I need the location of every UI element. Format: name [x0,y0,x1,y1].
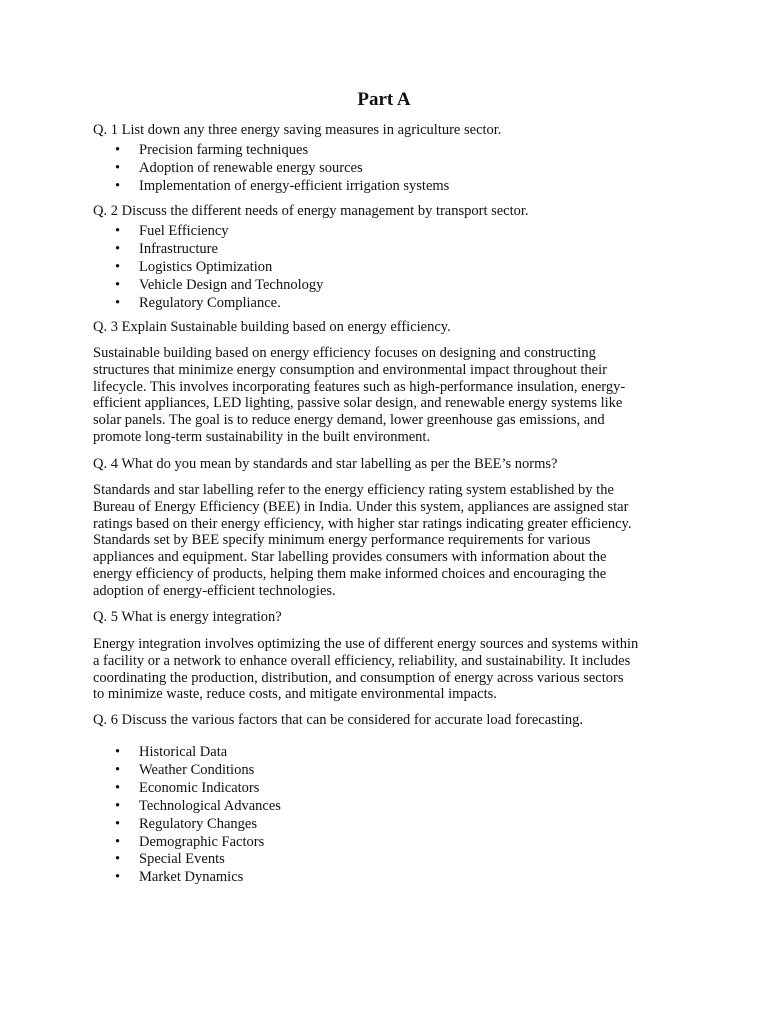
text-line: Bureau of Energy Efficiency (BEE) in India. Under this system, appliances are assigned star [93,498,629,515]
list-item: • Regulatory Changes [93,816,683,834]
list-item: • Special Events [93,851,683,869]
text-line: Standards and star labelling refer to the energy efficiency rating system established by the [93,482,614,498]
question-6-text: Q. 6 Discuss the various factors that can be considered for accurate load forecasting. [93,712,583,728]
question-block-2 [93,203,683,313]
question-block-4 [93,456,683,473]
text-line: promote long-term sustainability in the built environment. [93,428,431,445]
text-line: solar panels. The goal is to reduce energy demand, lower greenhouse gas emissions, and [93,412,605,429]
question-6-list-block [93,744,683,887]
text-line: structures that minimize energy consumption and environmental impact throughout their [93,361,607,378]
text-line: Standards set by BEE specify minimum energy performance requirements for various [93,532,591,549]
list-item: • Technological Advances [93,798,683,816]
answer-4-paragraph [93,482,683,600]
text-line: Energy integration involves optimizing the use of different energy sources and systems within [93,636,639,652]
text-line: energy efficiency of products, helping them make informed choices and encouraging the [93,565,607,582]
list-item: • Regulatory Compliance. [93,295,683,313]
question-2-list [93,223,683,313]
list-item: • Infrastructure [93,241,683,259]
text-line: appliances and equipment. Star labelling provides consumers with information about the [93,549,607,566]
question-6-list [93,744,683,887]
answer-3-text [93,345,678,446]
list-item: • Precision farming techniques [93,142,683,160]
text-line: to minimize waste, reduce costs, and mitigate environmental impacts. [93,686,497,703]
list-item: • Historical Data [93,744,683,762]
list-item: • Economic Indicators [93,780,683,798]
list-item: • Market Dynamics [93,869,683,887]
text-line: lifecycle. This involves incorporating features such as high-performance insulation, energy- [93,378,626,395]
question-block-6 [93,712,683,729]
list-item: • Vehicle Design and Technology [93,277,683,295]
text-line: ratings based on their energy efficiency, with higher star ratings indicating greater efficiency. [93,515,632,532]
answer-3-paragraph [93,345,683,446]
list-item: • Logistics Optimization [93,259,683,277]
question-1-text: Q. 1 List down any three energy saving measures in agriculture sector. [93,122,502,138]
question-5-text: Q. 5 What is energy integration? [93,609,282,625]
question-block-1 [93,122,683,196]
answer-5-paragraph [93,636,683,703]
question-2-text: Q. 2 Discuss the different needs of energy management by transport sector. [93,203,529,219]
question-block-5 [93,609,683,626]
list-item: • Adoption of renewable energy sources [93,160,683,178]
question-block-3 [93,319,683,336]
list-item: • Fuel Efficiency [93,223,683,241]
question-4-text: Q. 4 What do you mean by standards and star labelling as per the BEE’s norms? [93,456,558,472]
text-line: Sustainable building based on energy efficiency focuses on designing and constructing [93,345,596,361]
page-title: Part A [357,89,411,110]
question-3-text: Q. 3 Explain Sustainable building based on energy efficiency. [93,319,451,335]
question-1-list [93,142,683,196]
answer-4-text [93,482,678,600]
text-line: coordinating the production, distribution, and consumption of energy across various sectors [93,669,624,686]
text-line: a facility or a network to enhance overall efficiency, reliability, and sustainability. It includes [93,652,631,669]
text-line: adoption of energy-efficient technologies. [93,582,336,599]
answer-5-text [93,636,678,703]
list-item: • Demographic Factors [93,834,683,852]
list-item: • Implementation of energy-efficient irrigation systems [93,178,683,196]
list-item: • Weather Conditions [93,762,683,780]
text-line: efficient appliances, LED lighting, passive solar design, and renewable energy systems like [93,395,623,412]
